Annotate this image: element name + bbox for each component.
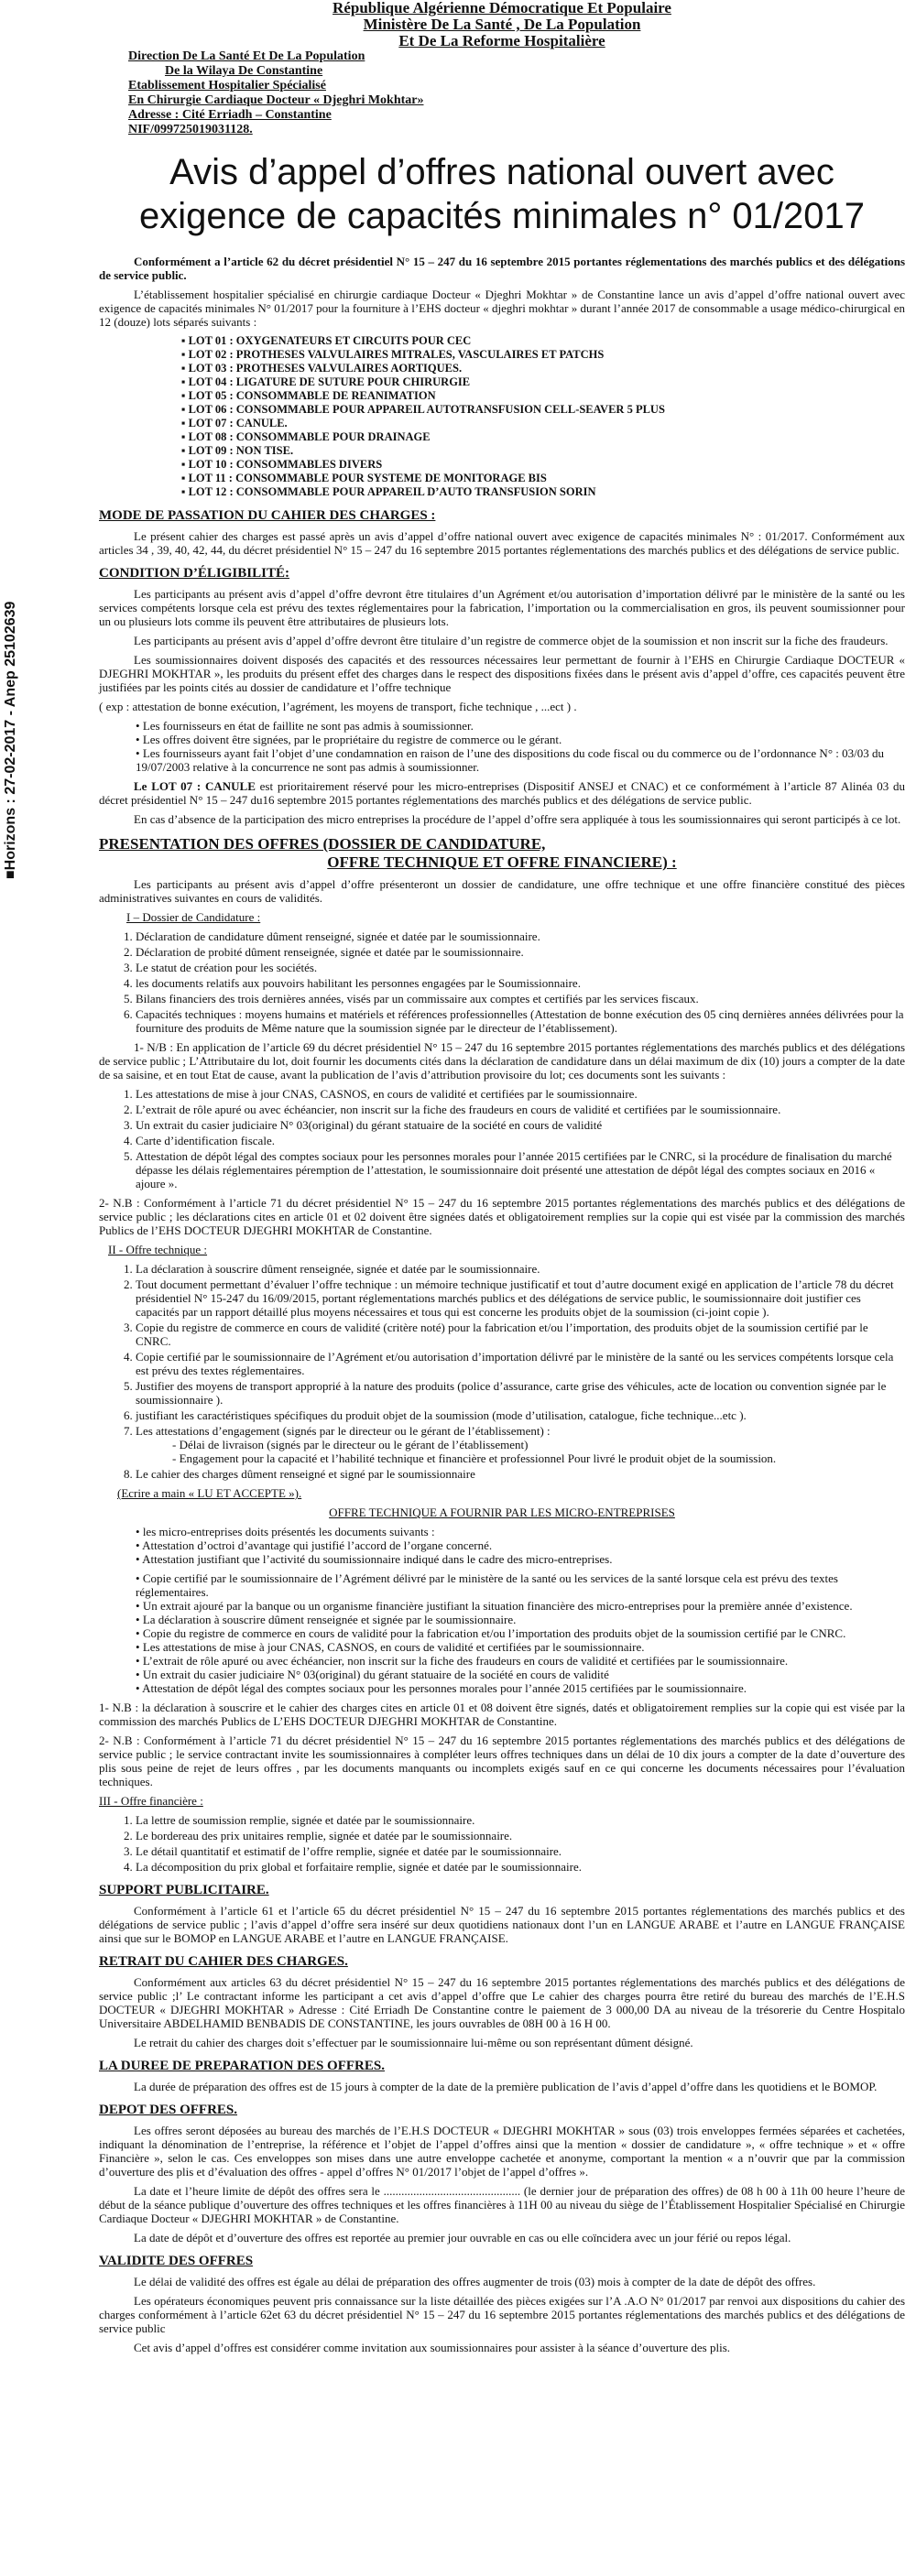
list-item: • Les fournisseurs ayant fait l’objet d’une condamnation en raison de l’une des dispositions du code fiscal ou du commerce ou de l’ordonnance N° : 03/03 du 19/07/2003 relative à la concurrence ne sont pas admis à soumissionner. [136, 746, 905, 774]
technique-title: II - Offre technique : [108, 1243, 208, 1256]
micro-list-1 [136, 1525, 905, 1566]
eligibility-p1: Les participants au présent avis d’appel d’offre devront être titulaires d’un Agrément et/ou autorisation d’importation délivré par le ministère de la santé ou les services compétents lorsque cela est prévu des textes réglementaires pour la fabrication, l’importation ou la commercialisation en gros, ils peuvent soumissionner pour un ou plusieurs lots comme ils peuvent être attributaires de plusieurs lots. [99, 587, 905, 628]
validite-heading: VALIDITE DES OFFRES [99, 2254, 254, 2268]
depot-text: Les offres seront déposées au bureau des marchés de l’E.H.S DOCTEUR « DJEGHRI MOKHTAR » sous (03) trois enveloppes fermées séparées et cachetées, indiquant la dénomination de l’entreprise, la référence et l’objet de l’appel d’offres ainsi que la mention « dossier de candidature », « offre technique » et « offre Financière », selon le cas. Ces enveloppes son mises dans une autre enveloppe cachetée et anonyme, comportant la mention « a n’ouvrir que par la commission d’ouverture des plis et d’évaluation des offres - appel d’offres N° 01/2017 l’objet de l’appel d’offres ». [99, 2124, 905, 2179]
sidebar-publication-stamp: ■Horizons : 27-02-2017 - Anep 25102639 [3, 601, 18, 879]
support-text: Conformément à l’article 61 et l’article 65 du décret présidentiel N° 15 – 247 du 16 septembre 2015 portantes réglementations des marchés publics et des délégations de service public ; l’avis d’appel d’offre sera inséré sur deux quotidiens nationaux dont l’un en LANGUE ARABE et l’autre en LANGUE FRANÇAISE ainsi que sur le BOMOP en LANGUE ARABE et l’autre en LANGUE FRANÇAISE. [99, 1904, 905, 1945]
list-item: • les micro-entreprises doits présentés les documents suivants : [136, 1525, 905, 1538]
list-item: 6. justifiant les caractéristiques spécifiques du produit objet de la soumission (mode d’utilisation, catalogue, fiche technique...etc ). [136, 1408, 905, 1422]
list-item: 2. Tout document permettant d’évaluer l’offre technique : un mémoire technique justificatif et tout d’autre document exigé en application de l’article 78 du décret présidentiel N° 15-247 du 16/09/2015, portant réglementations marchés publics et des délégations de service public, le soumissionnaire doit justifier ces capacités par un rapport détaillé plus moyens nécessaires et tous qui est concerne les produits objet de la soumission (ci-joint copie ). [136, 1277, 905, 1319]
address-nif: NIF/099725019031128. [128, 123, 253, 136]
list-item: 4. les documents relatifs aux pouvoirs habilitant les personnes engagées par le Soumissionnaire. [136, 976, 905, 990]
list-item: 5. Bilans financiers des trois dernières années, visés par un commissaire aux comptes et certifiés par les services fiscaux. [136, 992, 905, 1005]
depot-heading: DEPOT DES OFFRES. [99, 2103, 238, 2117]
list-item: • Les attestations de mise à jour CNAS, CASNOS, en cours de validité et certifiées par le soumissionnaire. [136, 1640, 905, 1654]
list-item-text: Les attestations d’engagement (signés par le directeur ou le gérant de l’établissement) : [136, 1424, 551, 1438]
list-item: 2. Déclaration de probité dûment renseignée, signée et datée par le soumissionnaire. [136, 945, 905, 959]
eligibility-p2: Les participants au présent avis d’appel d’offre devront être titulaire d’un registre de commerce objet de la soumission et non inscrit sur la fiche des fraudeurs. [134, 634, 889, 647]
eligibility-heading: CONDITION D’ÉLIGIBILITÉ: [99, 566, 289, 581]
address-block [128, 49, 905, 137]
sub-item: - Délai de livraison (signés par le directeur ou le gérant de l’établissement) [172, 1438, 529, 1451]
list-item: • L’extrait de rôle apuré ou avec échéancier, non inscrit sur la fiche des fraudeurs en cours de validité et certifiées par le soumissionnaire. [136, 1654, 905, 1668]
list-item: • Attestation justifiant que l’activité du soumissionnaire indiqué dans le cadre des micro-entreprises. [136, 1552, 905, 1566]
validite-text-3: Cet avis d’appel d’offres est considérer comme invitation aux soumissionnaires pour assister à la séance d’ouverture des plis. [134, 2341, 731, 2354]
nb-1: 1- N/B : En application de l’article 69 du décret présidentiel N° 15 – 247 du 16 septembre 2015 portantes réglementations des marchés publics et des délégations de service public ; L’Attributaire du lot, doit fournir les documents cités dans la déclaration de candidature dans un délai maximum de dix (10) jours a compter de la date de sa saisine, et en tout Etat de cause, avant la publication de l’avis d’attribution provisoire du lot; ces documents sont les suivants : [99, 1040, 905, 1081]
list-item: 5. Attestation de dépôt légal des comptes sociaux pour les personnes morales pour l’année 2015 certifiées par le CNRC, si la procédure de finalisation du marché dépasse les délais réglementaires péremption de l’attestation, le soumissionnaire doit présenté une attestation de dépôt légal des comptes sociaux en 2016 « ajoure ». [136, 1149, 905, 1190]
list-item: • Un extrait ajouré par la banque ou un organisme financière justifiant la situation financière des micro-entreprises pour la première année d’existence. [136, 1599, 905, 1613]
list-item [136, 1424, 905, 1465]
nb-3: 1- N.B : la déclaration à souscrire et le cahier des charges cites en article 01 et 08 doivent être signés, datés et obligatoirement remplies sur la copie qui est visée par la commission des marchés Publics de L’EHS DOCTEUR DJEGHRI MOKHTAR de Constantine. [99, 1701, 905, 1728]
list-item: • Un extrait du casier judiciaire N° 03(original) du gérant statuaire de la société en cours de validité [136, 1668, 905, 1681]
list-item: 1. Les attestations de mise à jour CNAS, CASNOS, en cours de validité et certifiées par le soumissionnaire. [136, 1087, 905, 1101]
sidebar [0, 0, 22, 2576]
list-item: 3. Un extrait du casier judiciaire N° 03(original) du gérant statuaire de la société en cours de validité [136, 1118, 905, 1132]
nb1-list [136, 1087, 905, 1190]
address-line-3: Etablissement Hospitalier Spécialisé [128, 79, 326, 92]
support-heading: SUPPORT PUBLICITAIRE. [99, 1883, 269, 1897]
lot-item: ▪ LOT 08 : CONSOMMABLE POUR DRAINAGE [181, 430, 905, 444]
lot-item: ▪ LOT 02 : PROTHESES VALVULAIRES MITRALES, VASCULAIRES ET PATCHS [181, 348, 905, 362]
financiere-list [136, 1813, 905, 1874]
list-item: • Les offres doivent être signées, par le propriétaire du registre de commerce ou le gérant. [136, 733, 905, 746]
technique-list [136, 1262, 905, 1481]
list-item: 4. Copie certifié par le soumissionnaire de l’Agrément et/ou autorisation d’importation délivré par le ministère de la santé ou les services compétents lorsque cela est prévu des textes réglementaires. [136, 1350, 905, 1377]
depot-text-2: La date et l’heure limite de dépôt des offres sera le .............................................. (le dernier jour de préparation des offres) de 08 h 00 à 11h 00 heure l’heure de début de la séance publique d’ouverture des offres techniques et les offres financières à 11H 00 au niveau du siège de l’Établissement Hospitalier Spécialisé en Chirurgie Cardiaque Docteur « DJEGHRI MOKHTAR » de Constantine. [99, 2184, 905, 2225]
lot-item: ▪ LOT 06 : CONSOMMABLE POUR APPAREIL AUTOTRANSFUSION CELL-SEAVER 5 PLUS [181, 403, 905, 417]
mention-handwritten: (Ecrire a main « LU ET ACCEPTE »). [117, 1486, 302, 1500]
duree-text: La durée de préparation des offres est de 15 jours à compter de la date de la première publication de l’avis d’appel d’offre dans les quotidiens et le BOMOP. [134, 2080, 878, 2093]
presentation-heading-1: PRESENTATION DES OFFRES (DOSSIER DE CANDIDATURE, [99, 835, 546, 853]
list-item: • Copie certifié par le soumissionnaire de l’Agrément délivré par le ministère de la santé ou les services de la santé lorsque cela est prévu des textes réglementaires. [136, 1571, 905, 1599]
list-item: 6. Capacités techniques : moyens humains et matériels et références professionnelles (Attestation de bonne exécution des 05 cinq dernières années délivrées pour la fourniture des produits de Même nature que la soumission signée par le directeur de l’établissement). [136, 1007, 905, 1035]
list-item: 3. Le détail quantitatif et estimatif de l’offre remplie, signée et datée par le soumissionnaire. [136, 1844, 905, 1858]
duree-heading: LA DUREE DE PREPARATION DES OFFRES. [99, 2059, 385, 2073]
list-item: 2. L’extrait de rôle apuré ou avec échéancier, non inscrit sur la fiche des fraudeurs en cours de validité et certifiées par le soumissionnaire. [136, 1103, 905, 1116]
list-item: 8. Le cahier des charges dûment renseigné et signé par le soumissionnaire [136, 1467, 905, 1481]
presentation-intro: Les participants au présent avis d’appel d’offre présenteront un dossier de candidature, une offre technique et une offre financière constitué des pièces administratives suivantes en cours de validités. [99, 877, 905, 905]
list-item: • La déclaration à souscrire dûment renseignée et signée par le soumissionnaire. [136, 1613, 905, 1626]
nb-2: 2- N.B : Conformément à l’article 71 du décret présidentiel N° 15 – 247 du 16 septembre 2015 portantes réglementations des marchés publics et des délégations de service public ; les déclarations cites en article 01 et 02 doivent être signées datés et obligatoirement remplies sur la copie qui est visée par la commission des marchés Publics de l’EHS DOCTEUR DJEGHRI MOKHTAR de Constantine. [99, 1196, 905, 1237]
presentation-heading-2: OFFRE TECHNIQUE ET OFFRE FINANCIERE) : [327, 853, 677, 871]
depot-text-3: La date de dépôt et d’ouverture des offres est reportée au premier jour ouvrable en cas ou elle coïncidera avec un jour férié ou repos légal. [134, 2231, 791, 2244]
list-item: 4. Carte d’identification fiscale. [136, 1134, 905, 1147]
eligibility-p4: ( exp : attestation de bonne exécution, l’agrément, les moyens de transport, fiche technique , ...ect ) . [99, 700, 577, 713]
list-item: 1. La déclaration à souscrire dûment renseignée, signée et datée par le soumissionnaire. [136, 1262, 905, 1276]
list-item: • Attestation d’octroi d’avantage qui justifié l’accord de l’organe concerné. [136, 1538, 905, 1552]
header-block [99, 0, 905, 137]
list-item: 3. Le statut de création pour les sociétés. [136, 961, 905, 974]
list-item: 3. Copie du registre de commerce en cours de validité (critère noté) pour la fabrication et/ou l’importation, des produits objet de la soumission certifié par le CNRC. [136, 1321, 905, 1348]
lot-item: ▪ LOT 04 : LIGATURE DE SUTURE POUR CHIRURGIE [181, 375, 905, 389]
address-line-2: De la Wilaya De Constantine [165, 64, 323, 78]
micro-heading: OFFRE TECHNIQUE A FOURNIR PAR LES MICRO-ENTREPRISES [329, 1505, 675, 1519]
lot-item: ▪ LOT 03 : PROTHESES VALVULAIRES AORTIQUES. [181, 362, 905, 375]
lot07-text: est prioritairement réservé pour les micro-entreprises (Dispositif ANSEJ et CNAC) et ce conformément à l’article 87 Alinéa 03 du décret présidentiel N° 15 – 247 du16 septembre 2015 portantes réglementations des marchés publics et des délégations de service public. [99, 779, 905, 807]
mode-text: Le présent cahier des charges est passé après un avis d’appel d’offre national ouvert avec exigence de capacités minimales N° : 01/2017. Conformément aux articles 34 , 39, 40, 42, 44, du décret présidentiel N° 15 – 247 du 16 septembre 2015 portantes réglementations des marchés publics et des délégations de service public. [99, 529, 905, 557]
lot07-paragraph [99, 779, 905, 807]
lot-item: ▪ LOT 10 : CONSOMMABLES DIVERS [181, 458, 905, 472]
header-reform: Et De La Reforme Hospitalière [398, 32, 605, 49]
list-item: 4. La décomposition du prix global et forfaitaire remplie, signée et datée par le soumissionnaire. [136, 1860, 905, 1874]
lot-item: ▪ LOT 09 : NON TISE. [181, 444, 905, 458]
address-line-1: Direction De La Santé Et De La Population [128, 49, 365, 63]
sub-item-text: Engagement pour la capacité et l’habilité technique et financière et professionnel Pour livré le produit objet de la soumission. [179, 1451, 777, 1465]
eligibility-p3: Les soumissionnaires doivent disposés des capacités et des ressources nécessaires leur permettant de fournir à l’EHS en Chirurgie Cardiaque DOCTEUR « DJEGHRI MOKHTAR », les produits du présent effet des charges dans le respect des dispositions fixées dans le présent avis d’appel d’offre, ces capacités peuvent être justifiées par les points cités au dossier de candidature et l’offre technique [99, 653, 905, 694]
nb-4: 2- N.B : Conformément à l’article 71 du décret présidentiel N° 15 – 247 du 16 septembre 2015 portantes réglementations des marchés publics et des délégations de service public ; le service contractant invite les soumissionnaires à compléter leurs offres techniques dans un délai de 10 dix jours a compter de la date d’ouverture des plis sous peine de rejet de leurs offres , par les documents manquants ou incomplets exigés sauf en ce qui concerne les documents nécessaires pour l’évaluation techniques. [99, 1734, 905, 1788]
lots-list [181, 334, 905, 499]
intro-text: L’établissement hospitalier spécialisé en chirurgie cardiaque Docteur « Djeghri Mokhtar » de Constantine lance un avis d’appel d’offre national ouvert avec exigence de capacités minimales N° 01/2017 pour la fourniture à l’EHS docteur « djeghri mokhtar » durant l’année 2017 de consommable a usage médico-chirurgical en 12 (douze) lots séparés suivants : [99, 288, 905, 329]
list-item: • Copie du registre de commerce en cours de validité pour la fabrication et/ou l’importation des produits objet de la soumission certifié par le CNRC. [136, 1626, 905, 1640]
lot-item: ▪ LOT 01 : OXYGENATEURS ET CIRCUITS POUR CEC [181, 334, 905, 348]
list-item: 1. Déclaration de candidature dûment renseigné, signée et datée par le soumissionnaire. [136, 929, 905, 943]
retrait-text-2: Le retrait du cahier des charges doit s’effectuer par le soumissionnaire lui-même ou son représentant dûment désigné. [134, 2036, 693, 2049]
eligibility-bullets [136, 719, 905, 774]
list-item: 5. Justifier des moyens de transport approprié à la nature des produits (police d’assurance, carte grise des véhicules, acte de location ou convention signée par le soumissionnaire ). [136, 1379, 905, 1407]
lot-item: ▪ LOT 11 : CONSOMMABLE POUR SYSTEME DE MONITORAGE BIS [181, 472, 905, 485]
sub-item: - Engagement pour la capacité et l’habilité technique et financière et professionnel Pour livré le produit objet de la soumission. [172, 1451, 777, 1465]
list-item: 1. La lettre de soumission remplie, signée et datée par le soumissionnaire. [136, 1813, 905, 1827]
retrait-text: Conformément aux articles 63 du décret présidentiel N° 15 – 247 du 16 septembre 2015 portantes réglementations des marchés publics et des délégations de service public ;l’ Le contractant informe les participant a cet avis d’appel d’offre que Le cahier des charges pourra être retiré du bureau des marchés de l’E.H.S DOCTEUR « DJEGHRI MOKHTAR » Adresse : Cité Erriadh De Constantine contre le paiement de 3 000,00 DA au niveau de la trésorerie du Centre Hospitalo Universitaire ABDELHAMID BENBADIS DE CONSTANTINE, les jours ouvrables de 08H 00 à 16 H 00. [99, 1975, 905, 2030]
list-item: • Attestation de dépôt légal des comptes sociaux pour les personnes morales pour l’année 2015 certifiées par le soumissionnaire. [136, 1681, 905, 1695]
lot-item: ▪ LOT 07 : CANULE. [181, 417, 905, 430]
lot-item: ▪ LOT 12 : CONSOMMABLE POUR APPAREIL D’AUTO TRANSFUSION SORIN [181, 485, 905, 499]
validite-text: Le délai de validité des offres est égale au délai de préparation des offres augmenter de trois (03) mois à compter de la date de dépôt des offres. [134, 2275, 816, 2288]
header-republic: République Algérienne Démocratique Et Populaire [333, 0, 671, 16]
lot07-label: Le LOT 07 : CANULE [134, 779, 256, 793]
list-item: 2. Le bordereau des prix unitaires remplie, signée et datée par le soumissionnaire. [136, 1829, 905, 1842]
header-ministry: Ministère De La Santé , De La Population [363, 16, 641, 33]
lot07-p2: En cas d’absence de la participation des micro entreprises la procédure de l’appel d’offre sera appliquée à tous les soumissionnaires qui seront participés à ce lot. [134, 812, 901, 826]
financiere-title: III - Offre financière : [99, 1794, 203, 1808]
address-line-4: En Chirurgie Cardiaque Docteur « Djeghri Mokhtar» [128, 93, 424, 107]
micro-list-2 [136, 1571, 905, 1695]
mode-heading: MODE DE PASSATION DU CAHIER DES CHARGES : [99, 508, 436, 523]
validite-text-2: Les opérateurs économiques peuvent pris connaissance sur la liste détaillée des pièces exigées sur l’A .A.O N° 01/2017 par renvoi aux dispositions du cahier des charges conformément à l’article 62et 63 du décret présidentiel N° 15 – 247 du 16 septembre 2015 portantes réglementations des marchés publics et des délégations de service public [99, 2294, 905, 2335]
address-line-5: Adresse : Cité Erriadh – Constantine [128, 108, 332, 122]
retrait-heading: RETRAIT DU CAHIER DES CHARGES. [99, 1954, 348, 1969]
lot-item: ▪ LOT 05 : CONSOMMABLE DE REANIMATION [181, 389, 905, 403]
list-item: • Les fournisseurs en état de faillite ne sont pas admis à soumissionner. [136, 719, 905, 733]
candidature-title: I – Dossier de Candidature : [126, 910, 261, 924]
document-page [99, 0, 905, 2360]
document-title: Avis d’appel d’offres national ouvert avec exigence de capacités minimales n° 01/2017 [138, 152, 866, 236]
sub-item-text: Délai de livraison (signés par le directeur ou le gérant de l’établissement) [179, 1438, 529, 1451]
candidature-list [136, 929, 905, 1035]
intro-reference: Conformément a l’article 62 du décret présidentiel N° 15 – 247 du 16 septembre 2015 portantes réglementations des marchés publics et des délégations de service public. [99, 255, 905, 282]
